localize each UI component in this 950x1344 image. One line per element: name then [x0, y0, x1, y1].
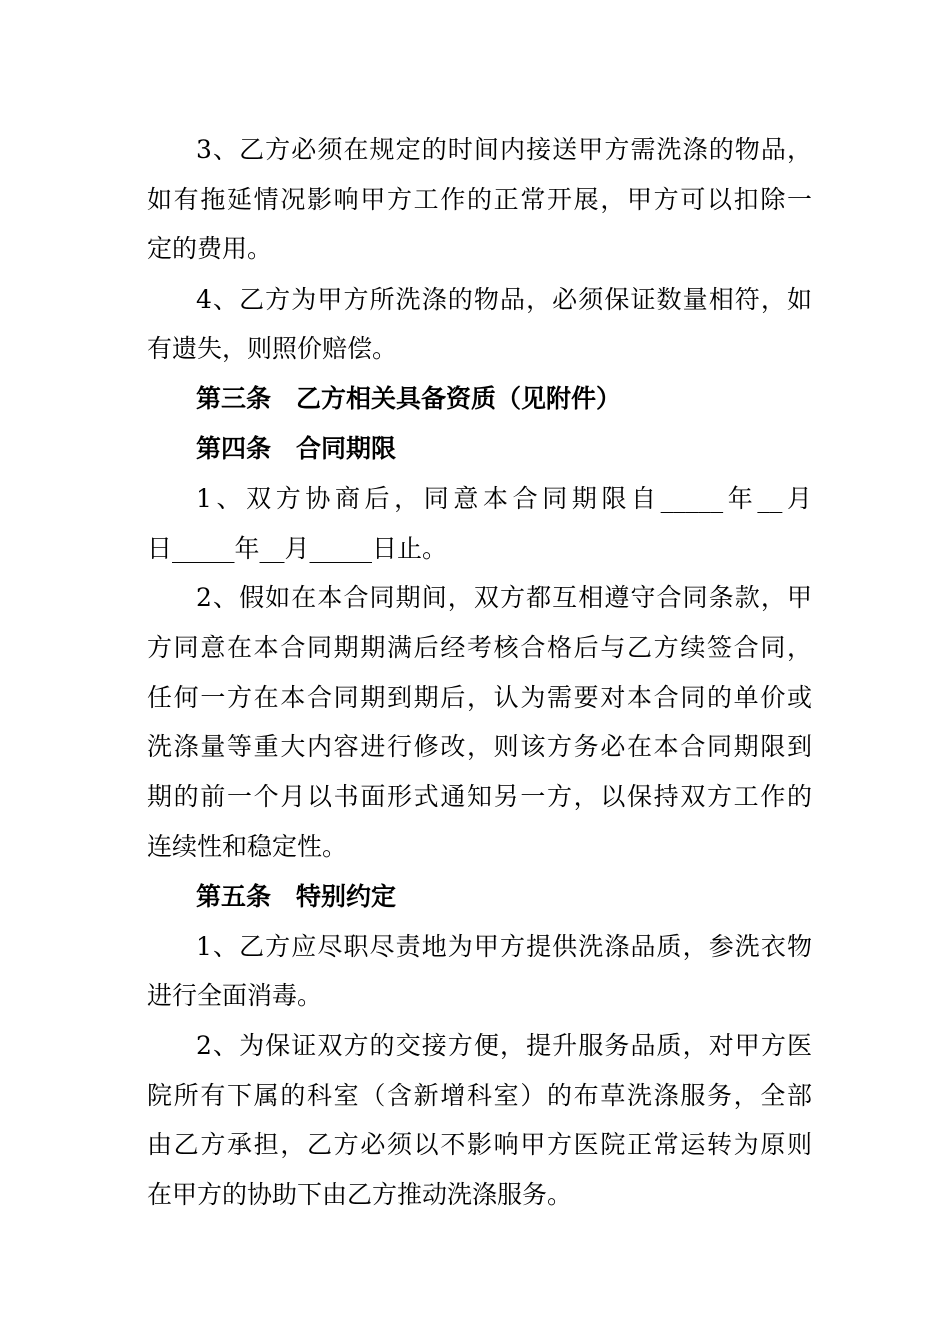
term-paragraph-1-line-2: 日_____年__月_____日止。 — [147, 534, 448, 563]
term-paragraph-2-line-2: 方同意在本合同期期满后经考核合格后与乙方续签合同， — [147, 633, 812, 662]
article-3-heading: 第三条 乙方相关具备资质（见附件） — [196, 384, 622, 413]
paragraph-3-line-1: 3、乙方必须在规定的时间内接送甲方需洗涤的物品， — [196, 135, 812, 164]
paragraph-4-line-1: 4、乙方为甲方所洗涤的物品，必须保证数量相符，如 — [196, 285, 812, 314]
term-paragraph-2-line-3: 任何一方在本合同期到期后，认为需要对本合同的单价或 — [147, 683, 812, 712]
special-paragraph-1-line-1: 1、乙方应尽职尽责地为甲方提供洗涤品质，参洗衣物 — [196, 932, 812, 961]
special-paragraph-2-line-3: 由乙方承担，乙方必须以不影响甲方医院正常运转为原则 — [147, 1130, 812, 1159]
term-paragraph-2-line-6: 连续性和稳定性。 — [147, 832, 348, 861]
special-paragraph-2-line-4: 在甲方的协助下由乙方推动洗涤服务。 — [147, 1180, 573, 1209]
article-4-heading: 第四条 合同期限 — [196, 434, 397, 463]
article-5-heading: 第五条 特别约定 — [196, 882, 397, 911]
term-paragraph-1-line-1: 1、双方协商后，同意本合同期限自_____年__月 — [196, 484, 812, 513]
special-paragraph-1-line-2: 进行全面消毒。 — [147, 981, 323, 1010]
term-paragraph-2-line-4: 洗涤量等重大内容进行修改，则该方务必在本合同期限到 — [147, 732, 812, 761]
special-paragraph-2-line-1: 2、为保证双方的交接方便，提升服务品质，对甲方医 — [196, 1031, 812, 1060]
term-paragraph-2-line-5: 期的前一个月以书面形式通知另一方，以保持双方工作的 — [147, 782, 812, 811]
paragraph-3-line-2: 如有拖延情况影响甲方工作的正常开展，甲方可以扣除一 — [147, 185, 812, 214]
paragraph-4-line-2: 有遗失，则照价赔偿。 — [147, 334, 398, 363]
term-paragraph-2-line-1: 2、假如在本合同期间，双方都互相遵守合同条款，甲 — [196, 583, 812, 612]
paragraph-3-line-3: 定的费用。 — [147, 234, 273, 263]
special-paragraph-2-line-2: 院所有下属的科室（含新增科室）的布草洗涤服务，全部 — [147, 1081, 812, 1110]
